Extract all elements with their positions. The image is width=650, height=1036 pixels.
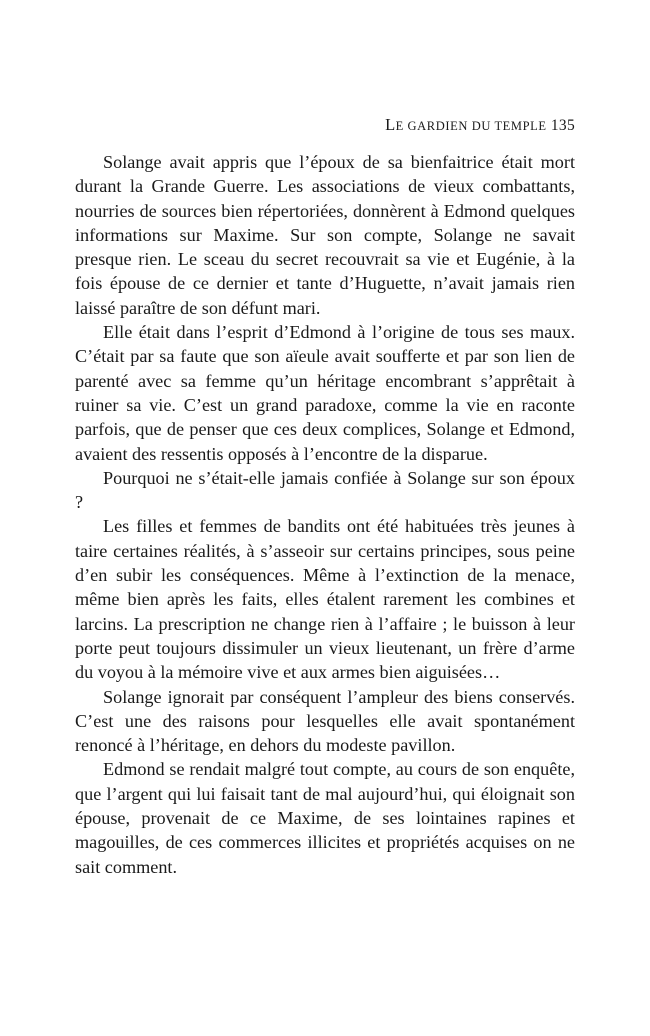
paragraph: Solange ignorait par conséquent l’ampleur des biens conservés. C’est une des raisons pour lesquelles elle avait spontanément renoncé à l’héritage, en dehors du modeste pavillon. [75, 686, 575, 756]
paragraph: Solange avait appris que l’époux de sa bienfaitrice était mort durant la Grande Guerre. Les associations de vieux combattants, nourries de sources bien répertoriées, donnèrent à Edmond quelques informations sur Maxime. Sur son compte, Solange ne savait presque rien. Le sceau du secret recouvrait sa vie et Eugénie, à la fois épouse de ce dernier et tante d’Huguette, n’avait jamais rien laissé paraître de son défunt mari. [75, 152, 575, 318]
running-head-initial: L [385, 115, 396, 134]
paragraph: Elle était dans l’esprit d’Edmond à l’origine de tous ses maux. C’était par sa faute que son aïeule avait soufferte et par son lien de parenté avec sa femme qu’un héritage encombrant s’apprêtait à ruiner sa vie. C’est un grand paradoxe, comme la vie en raconte parfois, que de penser que ces deux complices, Solange et Edmond, avaient des ressentis opposés à l’encontre de la disparue. [75, 322, 575, 464]
running-head [385, 115, 575, 135]
body-text [75, 150, 575, 879]
paragraph: Pourquoi ne s’était-elle jamais confiée à Solange sur son époux ? [75, 467, 575, 513]
paragraph: Les filles et femmes de bandits ont été habituées très jeunes à taire certaines réalités, à s’asseoir sur certains principes, sous peine d’en subir les conséquences. Même à l’extinction de la menace, même bien après les faits, elles étalent rarement les combines et larcins. La prescription ne change rien à l’affaire ; le buisson à leur porte peut toujours dissimuler un vieux lieutenant, un frère d’arme du voyou à la mémoire vive et aux armes bien aiguisées… [75, 516, 575, 683]
running-head-title: E GARDIEN DU TEMPLE [395, 119, 547, 133]
page-number: 135 [550, 117, 575, 134]
paragraph: Edmond se rendait malgré tout compte, au cours de son enquête, que l’argent qui lui faisait tant de mal aujourd’hui, qui éloignait son épouse, provenait de ce Maxime, de ses lointaines rapines et magouilles, de ces commerces illicites et propriétés acquises on ne sait comment. [75, 759, 575, 877]
